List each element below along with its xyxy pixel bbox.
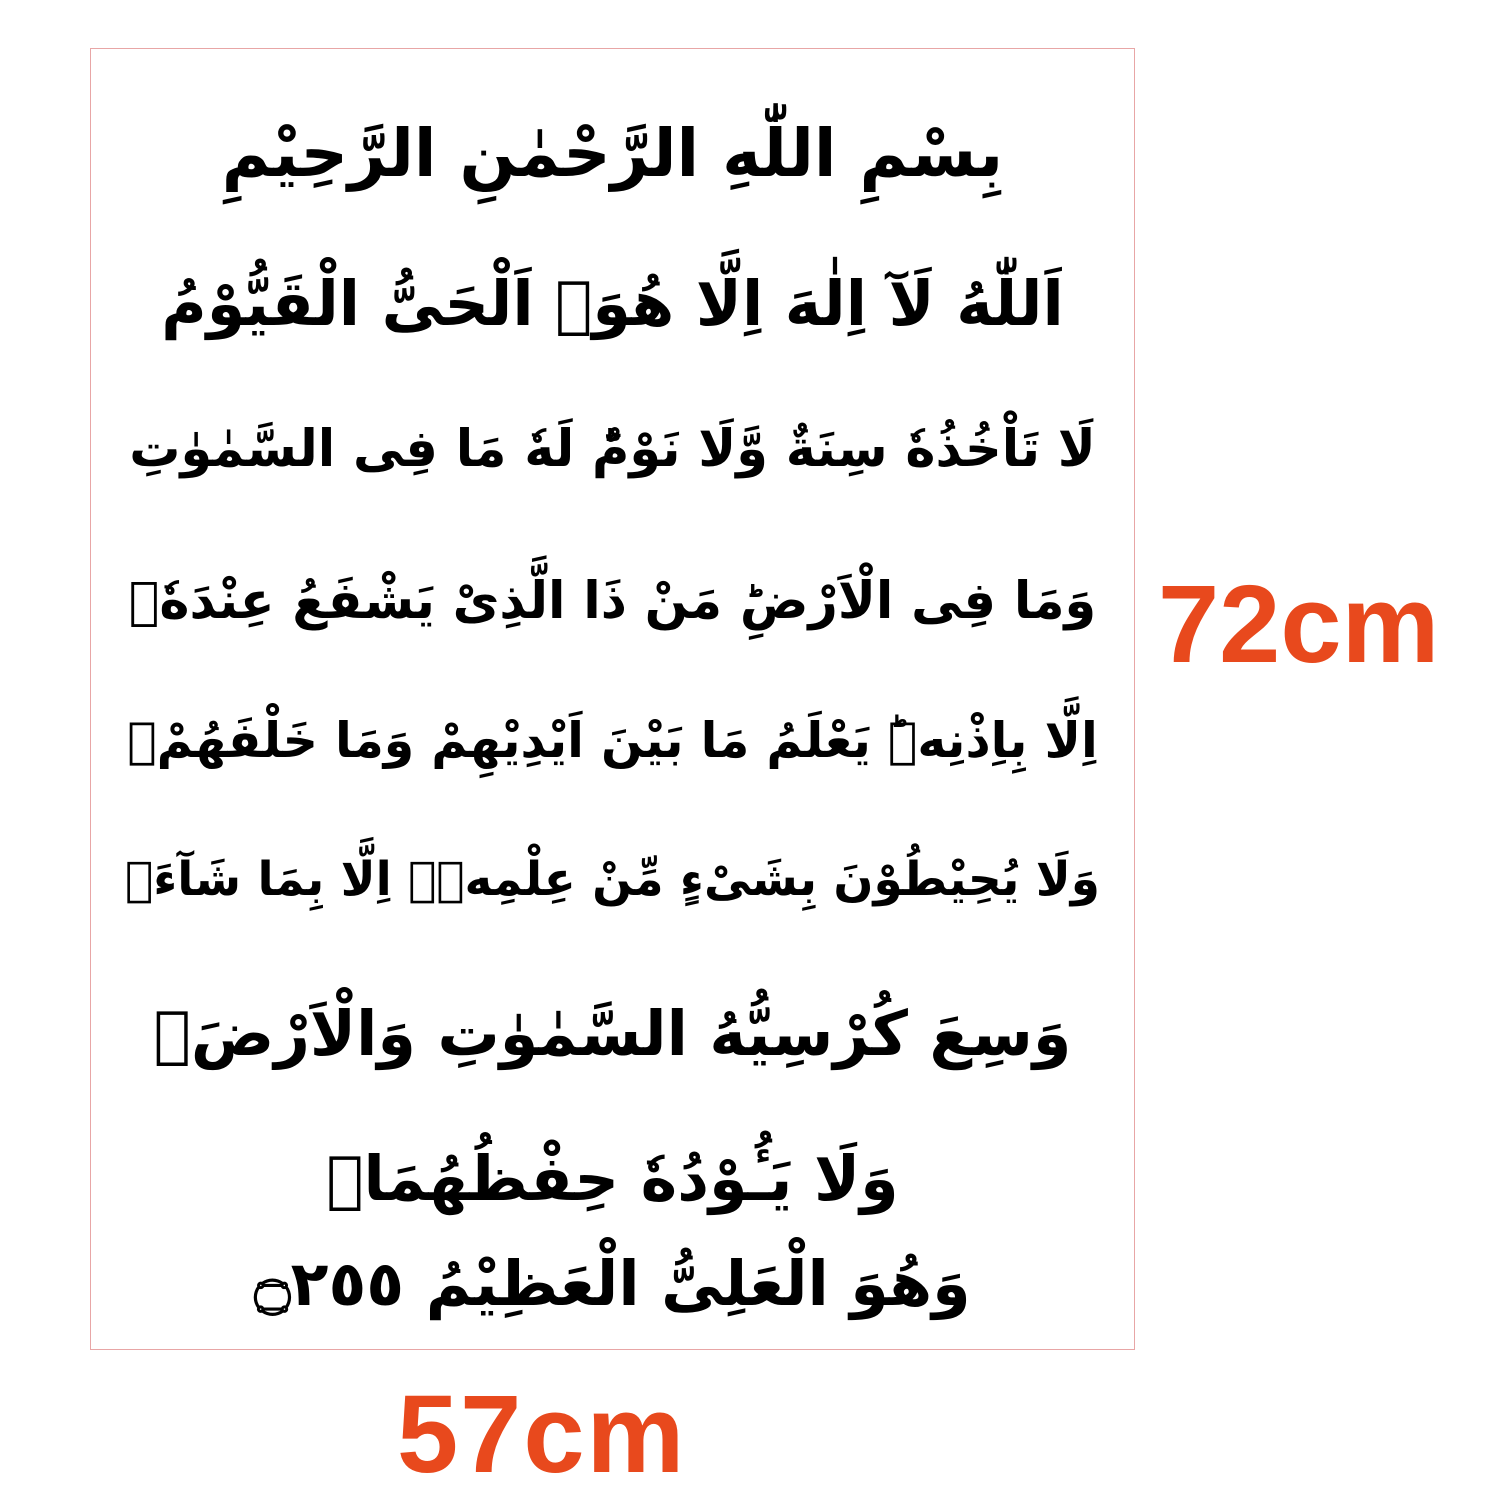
verse-text-block bbox=[91, 49, 1134, 1349]
design-frame bbox=[90, 48, 1135, 1350]
verse-line-4: اِلَّا بِاِذْنِهٖؕ یَعْلَمُ مَا بَیْنَ اَیْدِیْهِمْ وَمَا خَلْفَهُمْۚ bbox=[127, 712, 1098, 769]
height-dimension-label: 72cm bbox=[1158, 563, 1440, 686]
verse-line-2: لَا تَاْخُذُهٗ سِنَةٌ وَّلَا نَوْمٌؕ لَهٗ مَا فِی السَّمٰوٰتِ bbox=[129, 420, 1096, 479]
verse-line-6: وَسِعَ كُرْسِیُّهُ السَّمٰوٰتِ وَالْاَرْضَۚ bbox=[153, 997, 1072, 1070]
basmala-line: بِسْمِ اللّٰهِ الرَّحْمٰنِ الرَّحِيْمِ bbox=[221, 115, 1004, 192]
verse-line-3: وَمَا فِی الْاَرْضِؕ مَنْ ذَا الَّذِیْ یَشْفَعُ عِنْدَهٗۤ bbox=[128, 572, 1097, 631]
verse-line-8: وَهُوَ الْعَلِیُّ الْعَظِیْمُ ۝٢٥٥ bbox=[254, 1247, 971, 1320]
verse-line-1: اَللّٰهُ لَآ اِلٰهَ اِلَّا هُوَۚ اَلْحَیُّ الْقَیُّوْمُ bbox=[161, 267, 1064, 340]
verse-line-5: وَلَا یُحِیْطُوْنَ بِشَیْءٍ مِّنْ عِلْمِهٖۤ اِلَّا بِمَا شَآءَۚ bbox=[125, 852, 1100, 907]
verse-line-7: وَلَا یَـُٔوْدُهٗ حِفْظُهُمَاۚ bbox=[326, 1142, 899, 1215]
width-dimension-label: 57cm bbox=[397, 1373, 687, 1496]
